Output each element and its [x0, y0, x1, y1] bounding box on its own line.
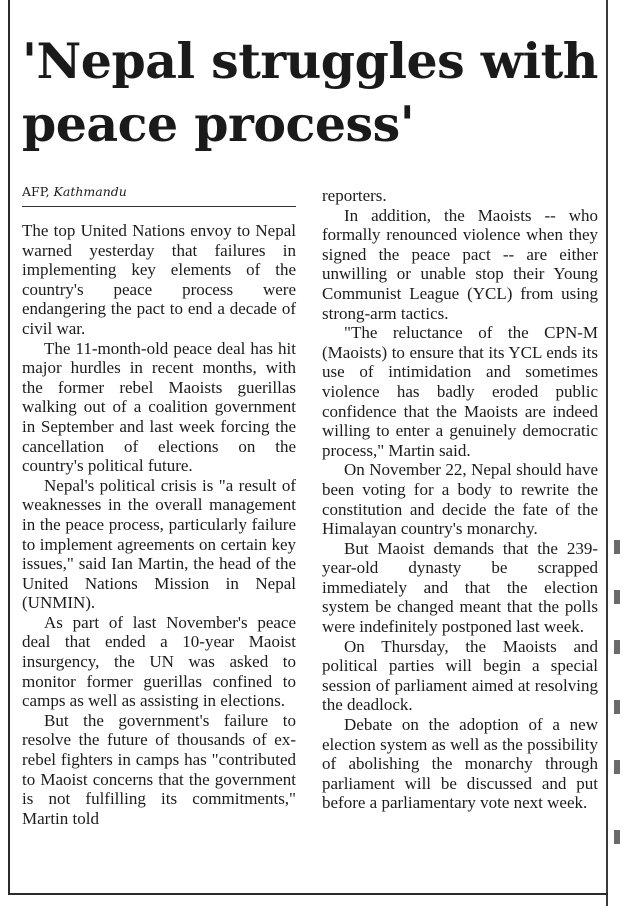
article-column-2: [322, 186, 598, 813]
paragraph: In addition, the Maoists -- who formally renounced violence when they signed the peace pact -- are either unwilling or unable stop their Young Communist League (YCL) from using strong-arm tactics.: [322, 205, 598, 323]
frame-border-left: [8, 0, 10, 895]
adjacent-column-edge: [612, 0, 623, 906]
paragraph: On Thursday, the Maoists and political parties will begin a special session of parliament aimed at resolving the deadlock.: [322, 636, 598, 715]
paragraph: On November 22, Nepal should have been voting for a body to rewrite the constitution and decide the fate of the Himalayan country's monarchy.: [322, 460, 598, 539]
paragraph: The top United Nations envoy to Nepal warned yesterday that failures in implementing key elements of the country's peace process were endangering the pact to end a decade of civil war.: [22, 221, 296, 338]
paragraph: Debate on the adoption of a new election system as well as the possibility of abolishing the monarchy through parliament will be discussed and put before a parliamentary vote next week.: [322, 715, 598, 813]
paragraph: "The reluctance of the CPN-M (Maoists) to ensure that its YCL ends its use of intimidation and sometimes violence has badly eroded public confidence that the Maoists are indeed willing to enter a genuinely democratic process," Martin said.: [322, 323, 598, 460]
paragraph: Nepal's political crisis is "a result of weaknesses in the overall management in the peace process, particularly failure to implement agreements on certain key issues," said Ian Martin, the head of the United Nations Mission in Nepal (UNMIN).: [22, 475, 296, 613]
paragraph: But Maoist demands that the 239-year-old dynasty be scrapped immediately and that the election system be changed meant that the polls were indefinitely postponed last week.: [322, 538, 598, 637]
frame-border-right: [606, 0, 608, 906]
byline: [22, 184, 296, 200]
paragraph-continuation: reporters.: [322, 186, 387, 205]
paragraph: But the government's failure to resolve the future of thousands of ex-rebel fighters in camps has "contributed to Maoist concerns that the government is not fulfilling its commitments," Martin told: [22, 710, 296, 828]
headline: 'Nepal struggles with peace process': [22, 32, 598, 153]
byline-location: Kathmandu: [53, 184, 127, 199]
byline-rule: [22, 206, 296, 207]
paragraph: The 11-month-old peace deal has hit major hurdles in recent months, with the former rebel Maoists guerillas walking out of a coalition government in September and last week forcing the cancellation of elections on the country's political future.: [22, 338, 296, 476]
frame-border-bottom: [8, 893, 608, 895]
article-column-1: [22, 184, 296, 828]
byline-agency: AFP,: [22, 184, 50, 199]
paragraph: As part of last November's peace deal that ended a 10-year Maoist insurgency, the UN was asked to monitor former guerillas confined to camps as well as assisting in elections.: [22, 612, 296, 711]
